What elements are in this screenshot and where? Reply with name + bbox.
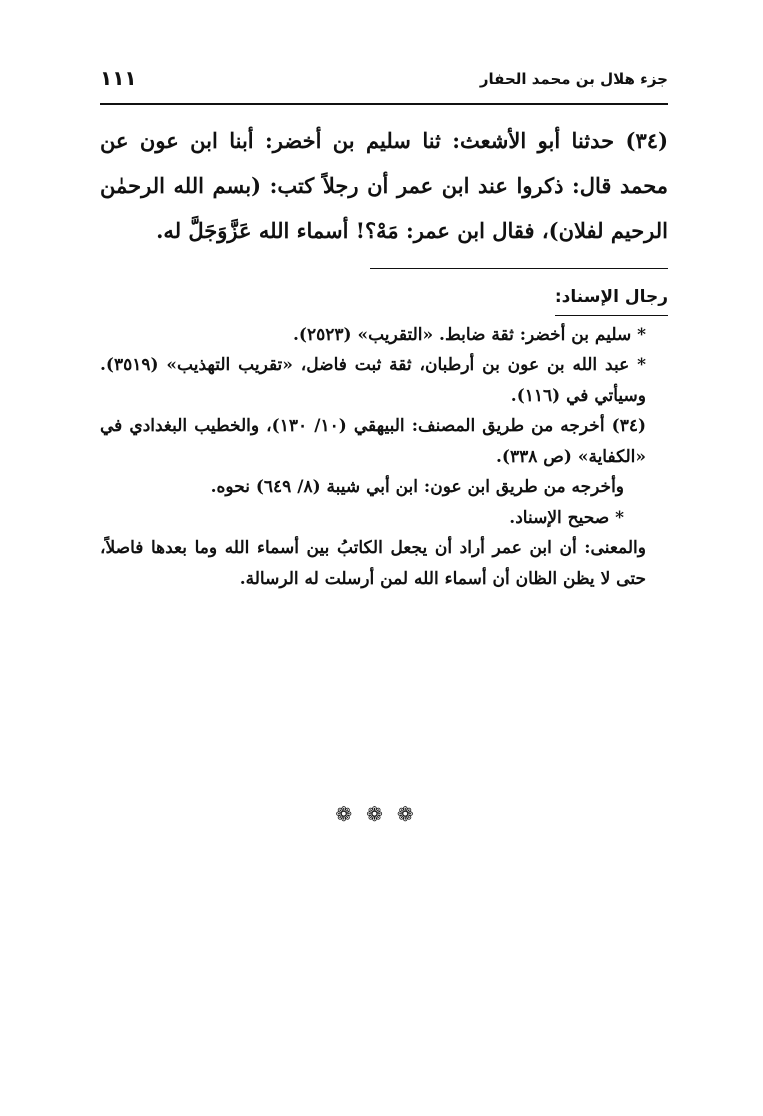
header-rule [100,103,668,105]
page-header [100,66,668,96]
section-end-ornament: ❁❁❁ [335,802,428,826]
hadith-text [100,118,668,253]
running-title: جزء هلال بن محمد الحفار [479,70,668,88]
note-line: * سليم بن أخضر: ثقة ضابط. «التقريب» (٢٥٢٣). [292,324,646,345]
page-number: ١١١ [100,66,137,90]
footnote-separator [370,268,668,269]
note-line: * صحيح الإسناد. [509,507,624,528]
footnotes [100,282,668,594]
note-line: (٣٤) أخرجه من طريق المصنف: البيهقي (١٠/ ١٣٠)، والخطيب البغدادي في «الكفاية» (ص ٣٣٨). [100,416,646,467]
hadith-paragraph: (٣٤) حدثنا أبو الأشعث: ثنا سليم بن أخضر: أبنا ابن عون عن محمد قال: ذكروا عند ابن عمر أن رجلاً كتب: (بسم الله الرحمٰن الرحيم لفلان)، فقال ابن عمر: مَهْ؟! أسماء الله عَزَّوَجَلَّ له. [100,128,668,243]
note-line: والمعنى: أن ابن عمر أراد أن يجعل الكاتبُ بين أسماء الله وما بعدها فاصلاً، حتى لا يظن الظان أن أسماء الله لمن أرسلت له الرسالة. [100,538,646,589]
footnotes-heading: رجال الإسناد: [555,282,668,316]
note-line: * عبد الله بن عون بن أرطبان، ثقة ثبت فاضل، «تقريب التهذيب» (٣٥١٩). وسيأتي في (١١٦). [100,355,646,406]
note-line: وأخرجه من طريق ابن عون: ابن أبي شيبة (٨/ ٦٤٩) نحوه. [210,477,624,497]
